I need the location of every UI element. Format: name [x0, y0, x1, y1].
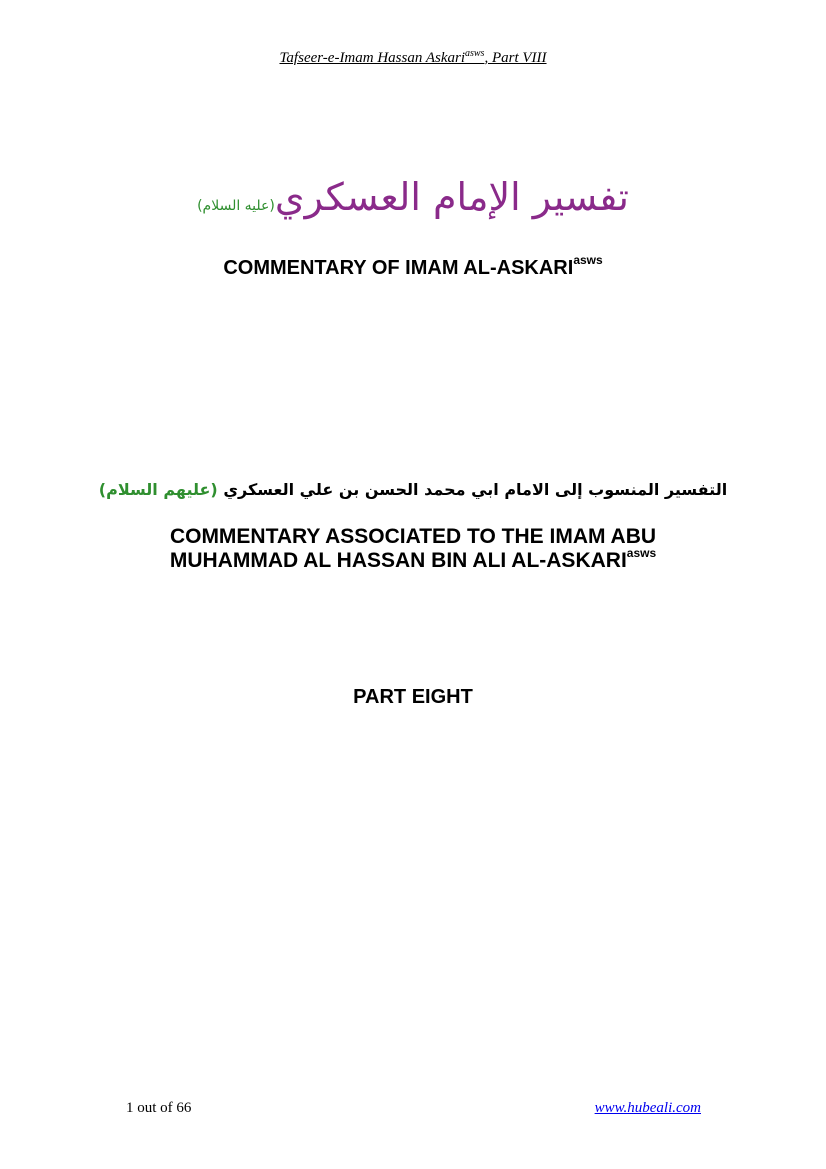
header-title: Tafseer-e-Imam Hassan Askari — [279, 50, 465, 66]
associated-title-sup: asws — [626, 546, 657, 560]
english-title-sup: asws — [573, 253, 603, 267]
associated-title — [0, 525, 826, 573]
associated-title-line2-wrap — [0, 546, 826, 573]
english-title — [0, 253, 826, 280]
page-number: 1 out of 66 — [126, 1100, 192, 1116]
arabic-title-main: تفسير الإمام العسكري — [274, 175, 629, 219]
header-title-suffix: , Part VIII — [484, 50, 547, 66]
arabic-title — [0, 175, 826, 219]
part-title: PART EIGHT — [353, 686, 473, 708]
english-title-text: COMMENTARY OF IMAM AL-ASKARI — [223, 257, 574, 279]
arabic-title-blessing: (عليه السلام) — [197, 198, 275, 214]
arabic-subtitle-blessing: (عليهم السلام) — [98, 480, 218, 499]
arabic-subtitle — [0, 480, 826, 499]
running-header — [0, 50, 826, 67]
website-link[interactable]: www.hubeali.com — [594, 1100, 701, 1116]
header-title-sup: asws — [465, 48, 485, 59]
associated-title-line2: MUHAMMAD AL HASSAN BIN ALI AL-ASKARI — [169, 549, 627, 572]
associated-title-line1: COMMENTARY ASSOCIATED TO THE IMAM ABU — [169, 525, 657, 548]
arabic-subtitle-main: التفسير المنسوب إلى الامام ابي محمد الحسن بن علي العسكري — [223, 480, 728, 499]
